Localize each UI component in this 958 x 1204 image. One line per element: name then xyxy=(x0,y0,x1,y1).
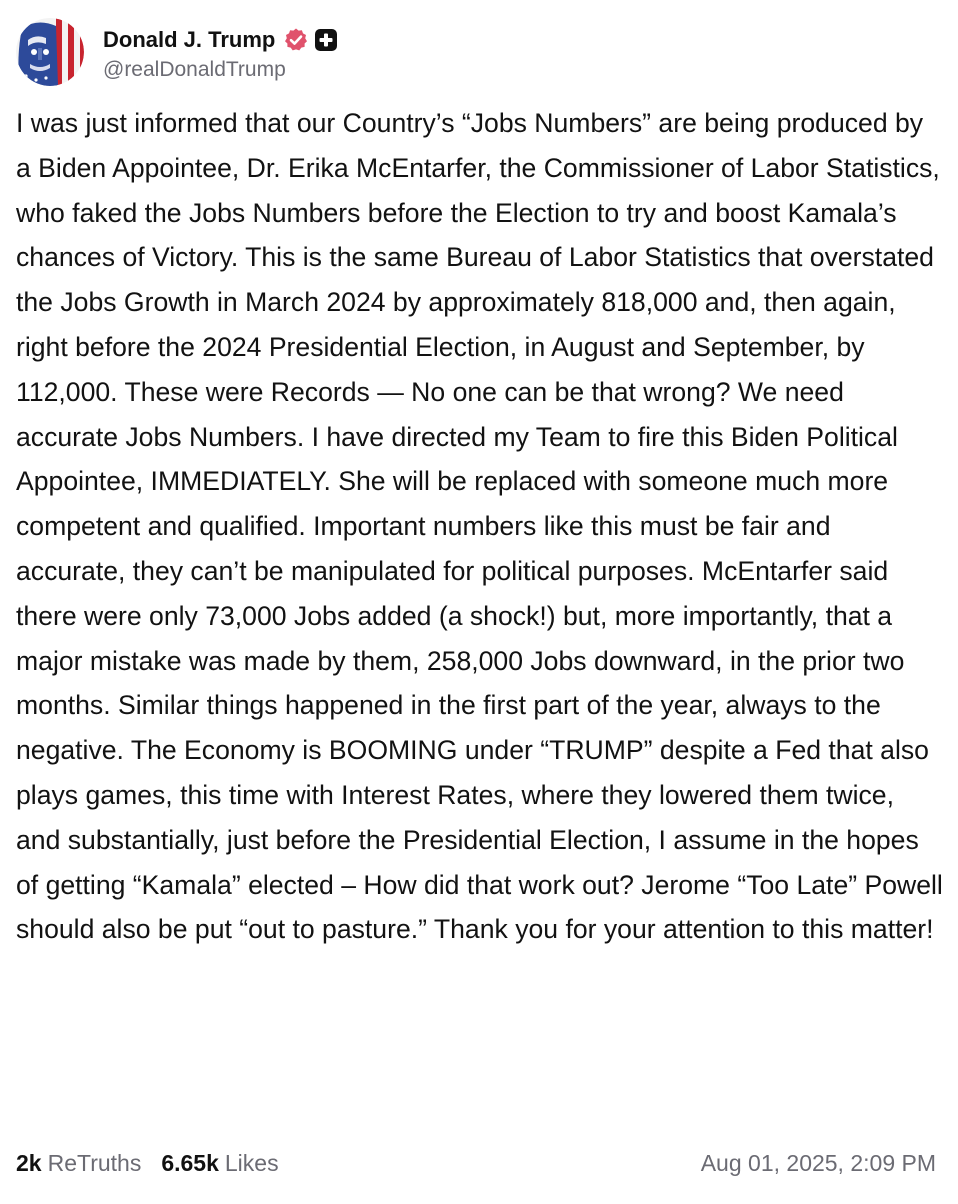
plus-badge-icon xyxy=(315,29,337,51)
post-header xyxy=(16,16,337,88)
likes-label: Likes xyxy=(224,1149,279,1176)
portrait-avatar-icon xyxy=(16,18,84,86)
author-handle[interactable]: @realDonaldTrump xyxy=(103,57,286,81)
author-info xyxy=(103,23,337,82)
post-footer xyxy=(16,1146,936,1180)
post-timestamp[interactable]: Aug 01, 2025, 2:09 PM xyxy=(700,1149,936,1176)
post-body-text: I was just informed that our Country’s “Jobs Numbers” are being produced by a Biden Appointee, Dr. Erika McEntarfer, the Commissioner of Labor Statistics, who faked the Jobs Numbers before the Election to try and boost Kamala’s chances of Victory. This is the same Bureau of Labor Statistics that overstated the Jobs Growth in March 2024 by approximately 818,000 and, then again, right before the 2024 Presidential Election, in August and September, by 112,000. These were Records — No one can be that wrong? We need accurate Jobs Numbers. I have directed my Team to fire this Biden Political Appointee, IMMEDIATELY. She will be replaced with someone much more competent and qualified. Important numbers like this must be fair and accurate, they can’t be manipulated for political purposes. McEntarfer said there were only 73,000 Jobs added (a shock!) but, more importantly, that a major mistake was made by them, 258,000 Jobs downward, in the prior two months. Similar things happened in the first part of the year, always to the negative. The Economy is BOOMING under “TRUMP” despite a Fed that also plays games, this time with Interest Rates, where they lowered them twice, and substantially, just before the Presidential Election, I assume in the hopes of getting “Kamala” elected – How did that work out? Jerome “Too Late” Powell should also be put “out to pasture.” Thank you for your attention to this matter! xyxy=(16,108,943,945)
likes-stat[interactable] xyxy=(161,1150,278,1177)
author-name-row xyxy=(103,23,337,57)
verified-badge-icon xyxy=(283,27,309,53)
retruths-label: ReTruths xyxy=(47,1149,142,1176)
retruths-count: 2k xyxy=(16,1149,42,1176)
retruths-stat[interactable] xyxy=(16,1150,141,1177)
likes-count: 6.65k xyxy=(161,1149,219,1176)
avatar[interactable] xyxy=(16,18,84,86)
author-display-name[interactable]: Donald J. Trump xyxy=(103,26,276,52)
